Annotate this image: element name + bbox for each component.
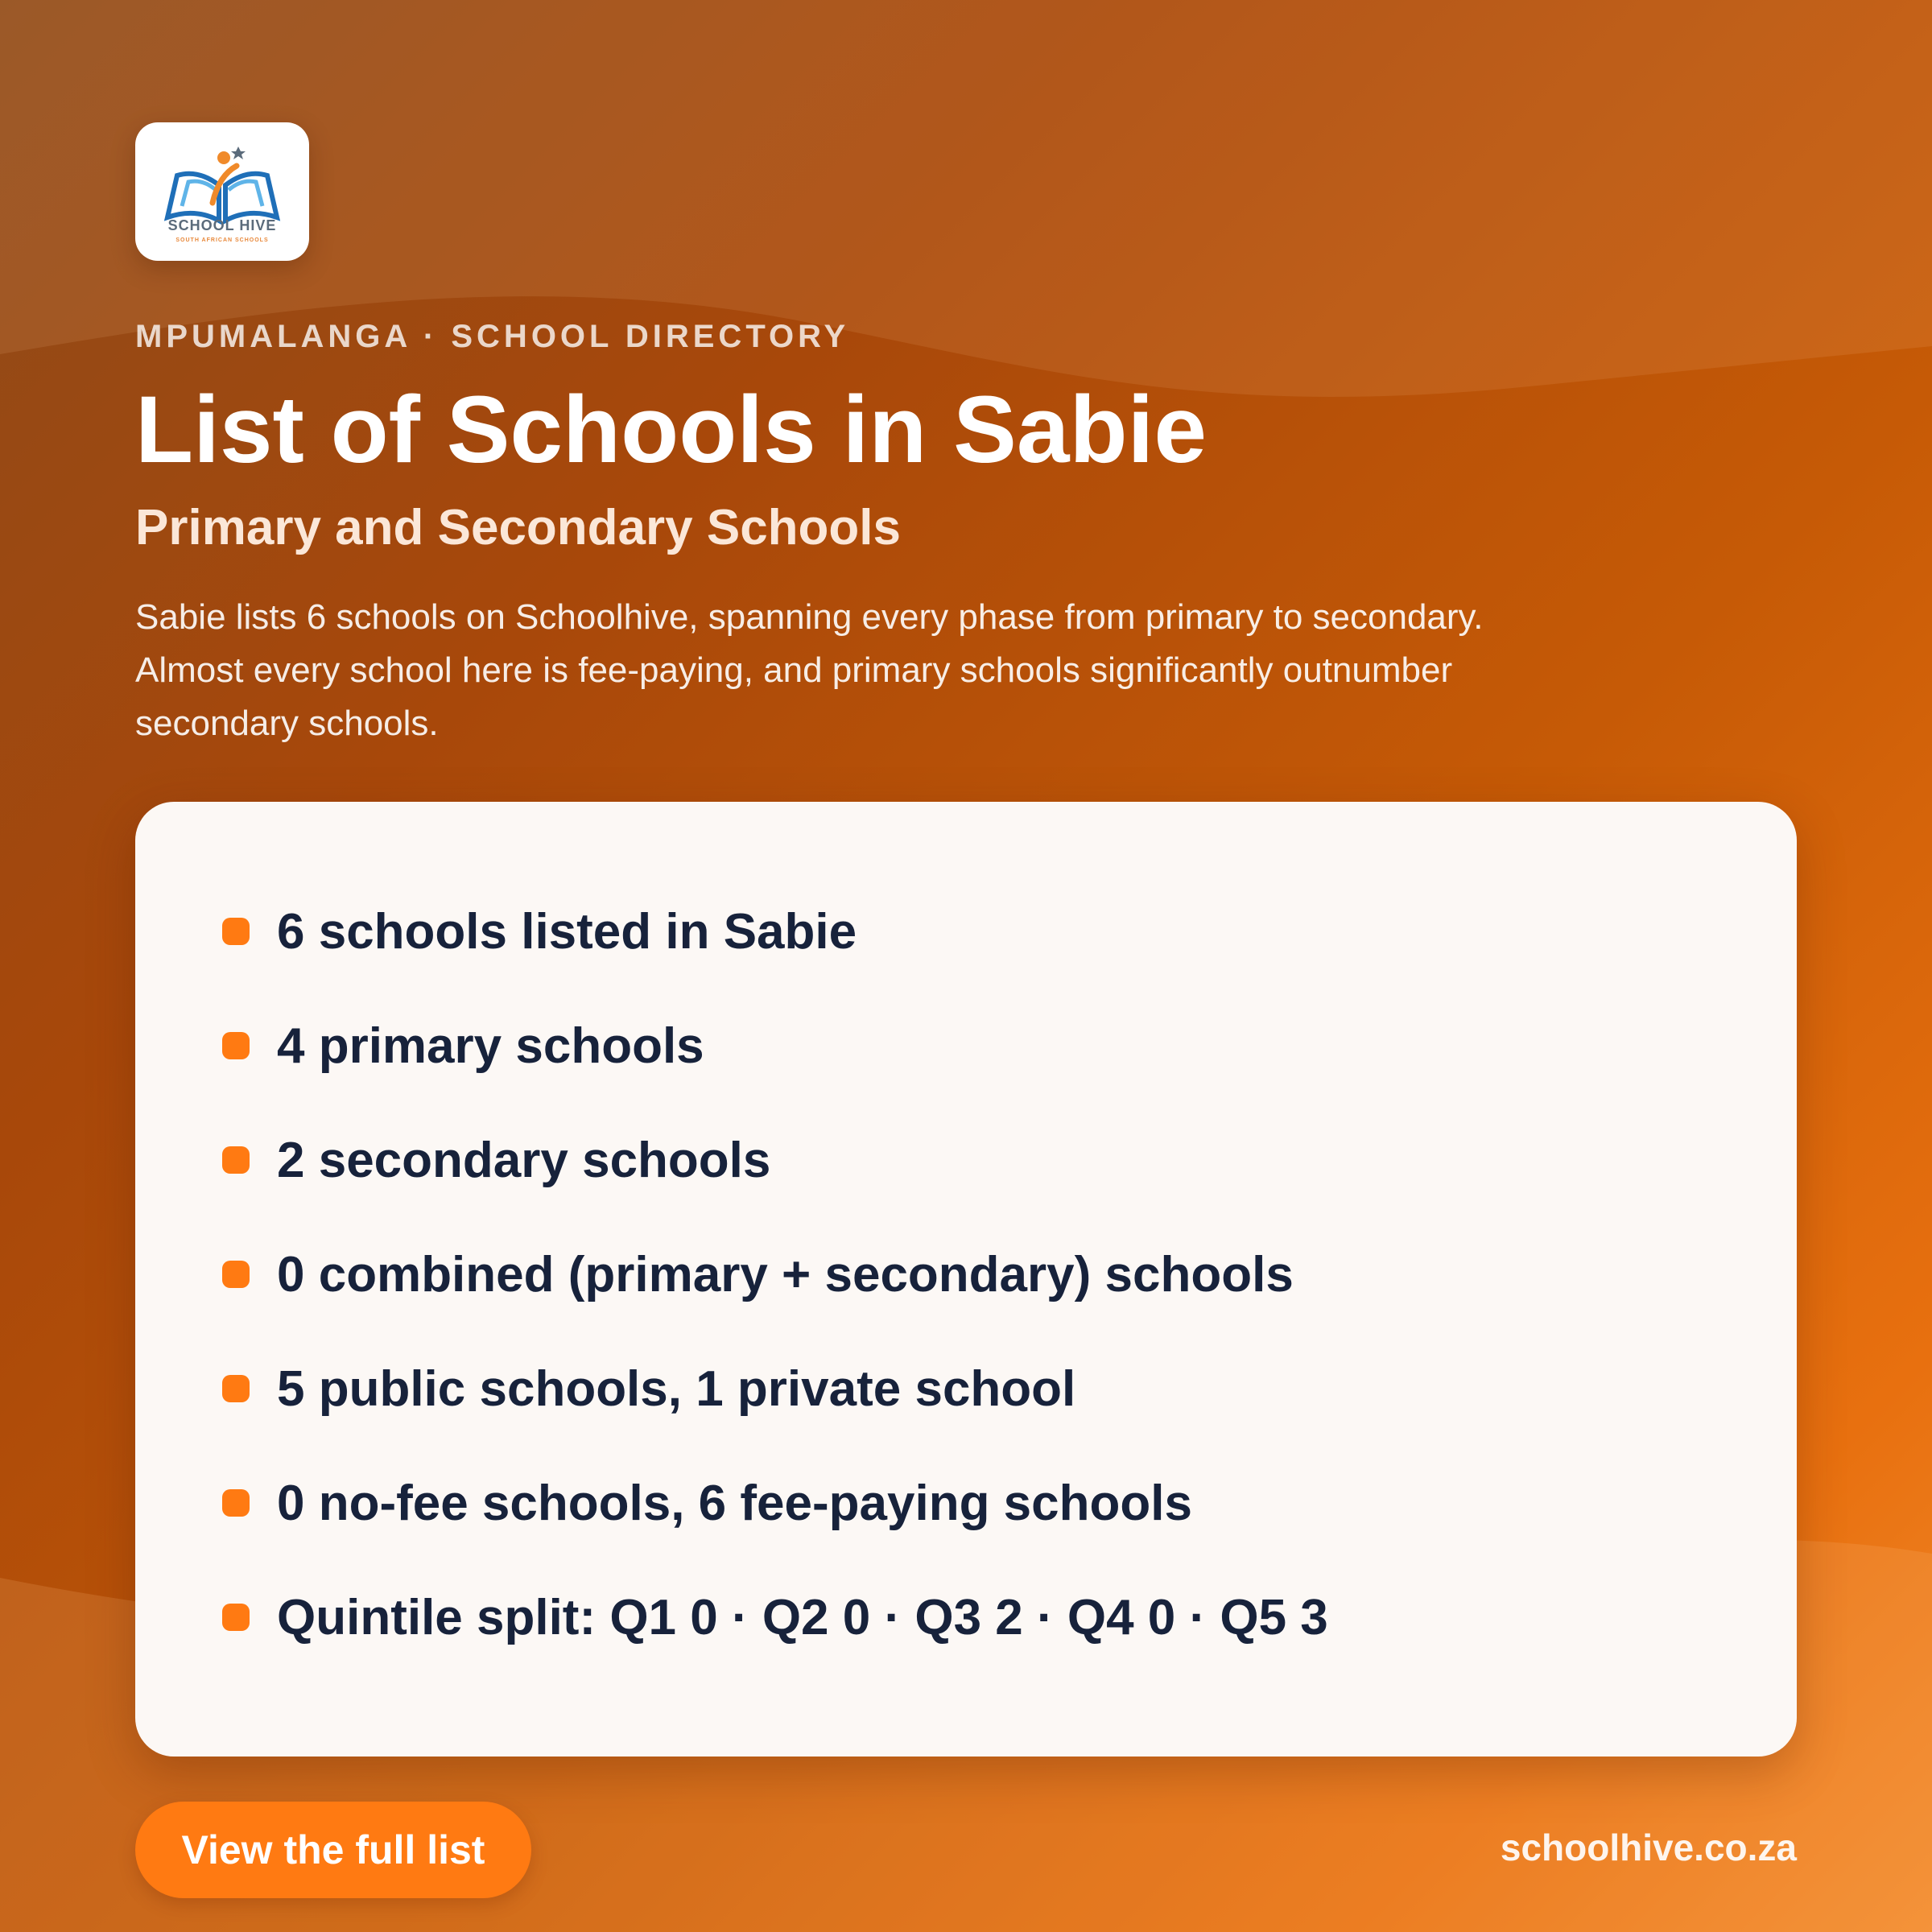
bullet-icon [222, 918, 250, 945]
site-url[interactable]: schoolhive.co.za [1500, 1827, 1797, 1868]
page-subtitle: Primary and Secondary Schools [135, 500, 902, 555]
page-description: Sabie lists 6 schools on Schoolhive, spanning every phase from primary to secondary. Almost every school here is fee-paying, and primary schools significantly outnumber secondary schools. [135, 597, 1484, 743]
fact-text: 0 no-fee schools, 6 fee-paying schools [277, 1475, 1192, 1531]
list-item [135, 989, 1797, 1103]
logo-name: SCHOOL HIVE [167, 217, 277, 233]
list-item [135, 1217, 1797, 1331]
kicker-label: MPUMALANGA · SCHOOL DIRECTORY [135, 319, 850, 354]
page-title: List of Schools in Sabie [135, 377, 1207, 483]
fact-text: 4 primary schools [277, 1018, 704, 1074]
bullet-icon [222, 1489, 250, 1517]
bullet-icon [222, 1604, 250, 1631]
fact-text: 2 secondary schools [277, 1132, 771, 1188]
fact-text: 6 schools listed in Sabie [277, 903, 857, 960]
bullet-icon [222, 1032, 250, 1059]
facts-card [135, 802, 1797, 1757]
list-item [135, 874, 1797, 989]
bullet-icon [222, 1146, 250, 1174]
list-item [135, 1560, 1797, 1674]
fact-text: Quintile split: Q1 0 · Q2 0 · Q3 2 · Q4 0 · Q5 3 [277, 1589, 1328, 1645]
logo-tagline: SOUTH AFRICAN SCHOOLS [175, 237, 269, 243]
fact-text: 0 combined (primary + secondary) schools [277, 1246, 1294, 1302]
list-item [135, 1331, 1797, 1446]
facts-list [135, 874, 1797, 1674]
bullet-icon [222, 1261, 250, 1288]
fact-text: 5 public schools, 1 private school [277, 1360, 1076, 1417]
list-item [135, 1446, 1797, 1560]
list-item [135, 1103, 1797, 1217]
school-hive-logo [135, 122, 309, 261]
bullet-icon [222, 1375, 250, 1402]
view-full-list-button[interactable]: View the full list [135, 1802, 531, 1898]
